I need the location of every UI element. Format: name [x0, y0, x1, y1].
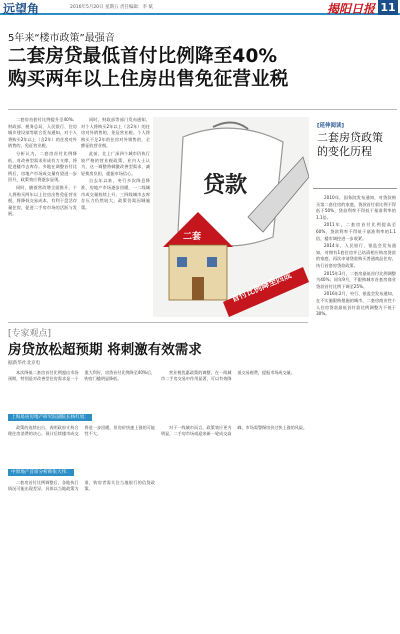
paragraph: 本次降低二套房首付比例超出市场预期，特别是对改善型住房需求是一个重大利好，房贷首付比例降至40%后，购房门槛明显降低。	[8, 370, 156, 382]
newspaper-masthead: 揭阳日报	[326, 2, 375, 16]
paragraph: 此前，北上广深四个城市仍执行较严格的营业税政策，业内人士认为，这一调整将刺激改善型需求，减轻换房负担，提振市场信心。	[81, 150, 150, 176]
divider	[8, 109, 397, 110]
paragraph: 分析认为，二套房首付比例降低，对改善型需求形成有力支撑，将促进楼市去库存。多地在调整首付比例后，房地产市场成交量有望进一步回升，政策效应将逐步显现。	[8, 150, 77, 183]
sub-article-text-a	[8, 370, 308, 410]
paragraph: 2015年3月，二套房最低首付比例调整为40%；同年9月，不限购城市首套房商业贷款首付比例下调至25%。	[316, 270, 396, 289]
house-sign: 二套	[183, 232, 202, 242]
sidebar-related-reading	[313, 117, 397, 517]
bag-label: 贷款	[203, 173, 248, 198]
sidebar-title-box	[313, 117, 397, 189]
byline: 据新华社北京电	[8, 361, 41, 366]
article-kicker: 5年来“楼市政策”最强音	[8, 33, 115, 44]
headline-line-1: 二套房贷最低首付比例降至40%	[8, 46, 278, 67]
sub-article-kicker: [专家观点]	[8, 329, 52, 339]
expert-name-bar: 上海易居房地产研究院副院长杨红旭：	[8, 414, 92, 421]
page-number: 11	[378, 0, 398, 15]
section-name: 远望角	[3, 2, 40, 16]
date-line: 2016年5月20日 星期五 责任编辑：李 斌	[70, 5, 153, 10]
expert-name-bar: 中原地产首席分析师张大伟：	[8, 469, 74, 476]
paragraph: 同时，随着营改增全面推开，个人将购买两年以上住房出售免征营业税，将降低交易成本，有利于盘活存量住房，促进二手房市场的活跃与发展。	[8, 184, 77, 217]
sidebar-body	[316, 195, 396, 515]
paragraph: 自去年以来，央行多次降息降准，房地产市场逐步回暖，一二线城市成交量持续上升，三四线城市去库存压力仍然较大，政策仍需因城施策。	[81, 178, 150, 210]
illustration	[153, 117, 309, 317]
paragraph: 对于一线城市而言，政策效应更为明显，二手房市场或迎来新一轮成交高峰，市场需警惕房价过快上涨的风险。	[161, 425, 308, 437]
paragraph: 营业税优惠政策的调整，在一线城市二手房交易中作用显著，可以有效降低交易税费，提振市场成交量。	[161, 370, 295, 382]
sub-article-headline: 房贷放松超预期 将刺激有效需求	[8, 342, 202, 358]
page-header	[0, 0, 400, 15]
article-column-2	[81, 117, 150, 317]
paragraph: 二套房首套付比例提升至40%；财政部、税务总局、人民银行、住房城乡建设部等联合发布通知，对个人将购买2年以上（含2年）的住房对外销售的，免征营业税。	[8, 117, 77, 149]
sub-article-text-c	[8, 480, 308, 520]
divider	[8, 322, 308, 323]
sidebar-tag: [延伸阅读]	[317, 123, 345, 129]
article-column-1	[8, 117, 77, 317]
paragraph: 二套房首付比例调整后，各地执行情况可能出现差异，具体以当地政策为准，购房者需关注当地银行的信贷政策。	[8, 480, 155, 492]
paragraph: 2011年，二套房首付比例提高至60%，贷款利率不得低于基准利率的1.1倍，楼市调控进一步收紧。	[316, 222, 396, 241]
headline-line-2: 购买两年以上住房出售免征营业税	[8, 69, 289, 90]
paragraph: 同时，财政部等部门发布通知，对个人将购买2年以上（含2年）的住房对外销售的，免征营业税。个人将购买不足2年的住房对外销售的，全额征收营业税。	[81, 117, 150, 149]
house-loan-illustration	[153, 117, 309, 317]
paragraph: 2010年，国务院发布通知，对贷款购买第二套住房的家庭，贷款首付款比例不得低于50%，贷款利率不得低于基准利率的1.1倍。	[316, 195, 396, 220]
paragraph: 2014年，人民银行、银监会发布通知，对拥有1套住房并已结清相应购房贷款的家庭，再次申请贷款购买普通商品住房，执行首套房贷款政策。	[316, 243, 396, 268]
ribbon-text: 首付比例降至四成	[230, 270, 293, 304]
paragraph: 2016年2月，央行、银监会发布通知，在不实施限购措施的城市，二套房商业性个人住房贷款最低首付款比例调整为不低于30%。	[316, 291, 396, 317]
sidebar-title: 二套房贷政策的变化历程	[317, 131, 383, 158]
sub-article-text-b	[8, 425, 308, 465]
paragraph: 政策的连续出台，表明政府支持合理住房消费的决心，预计后续楼市成交将进一步回暖，但房价快速上涨的可能性不大。	[8, 425, 155, 437]
